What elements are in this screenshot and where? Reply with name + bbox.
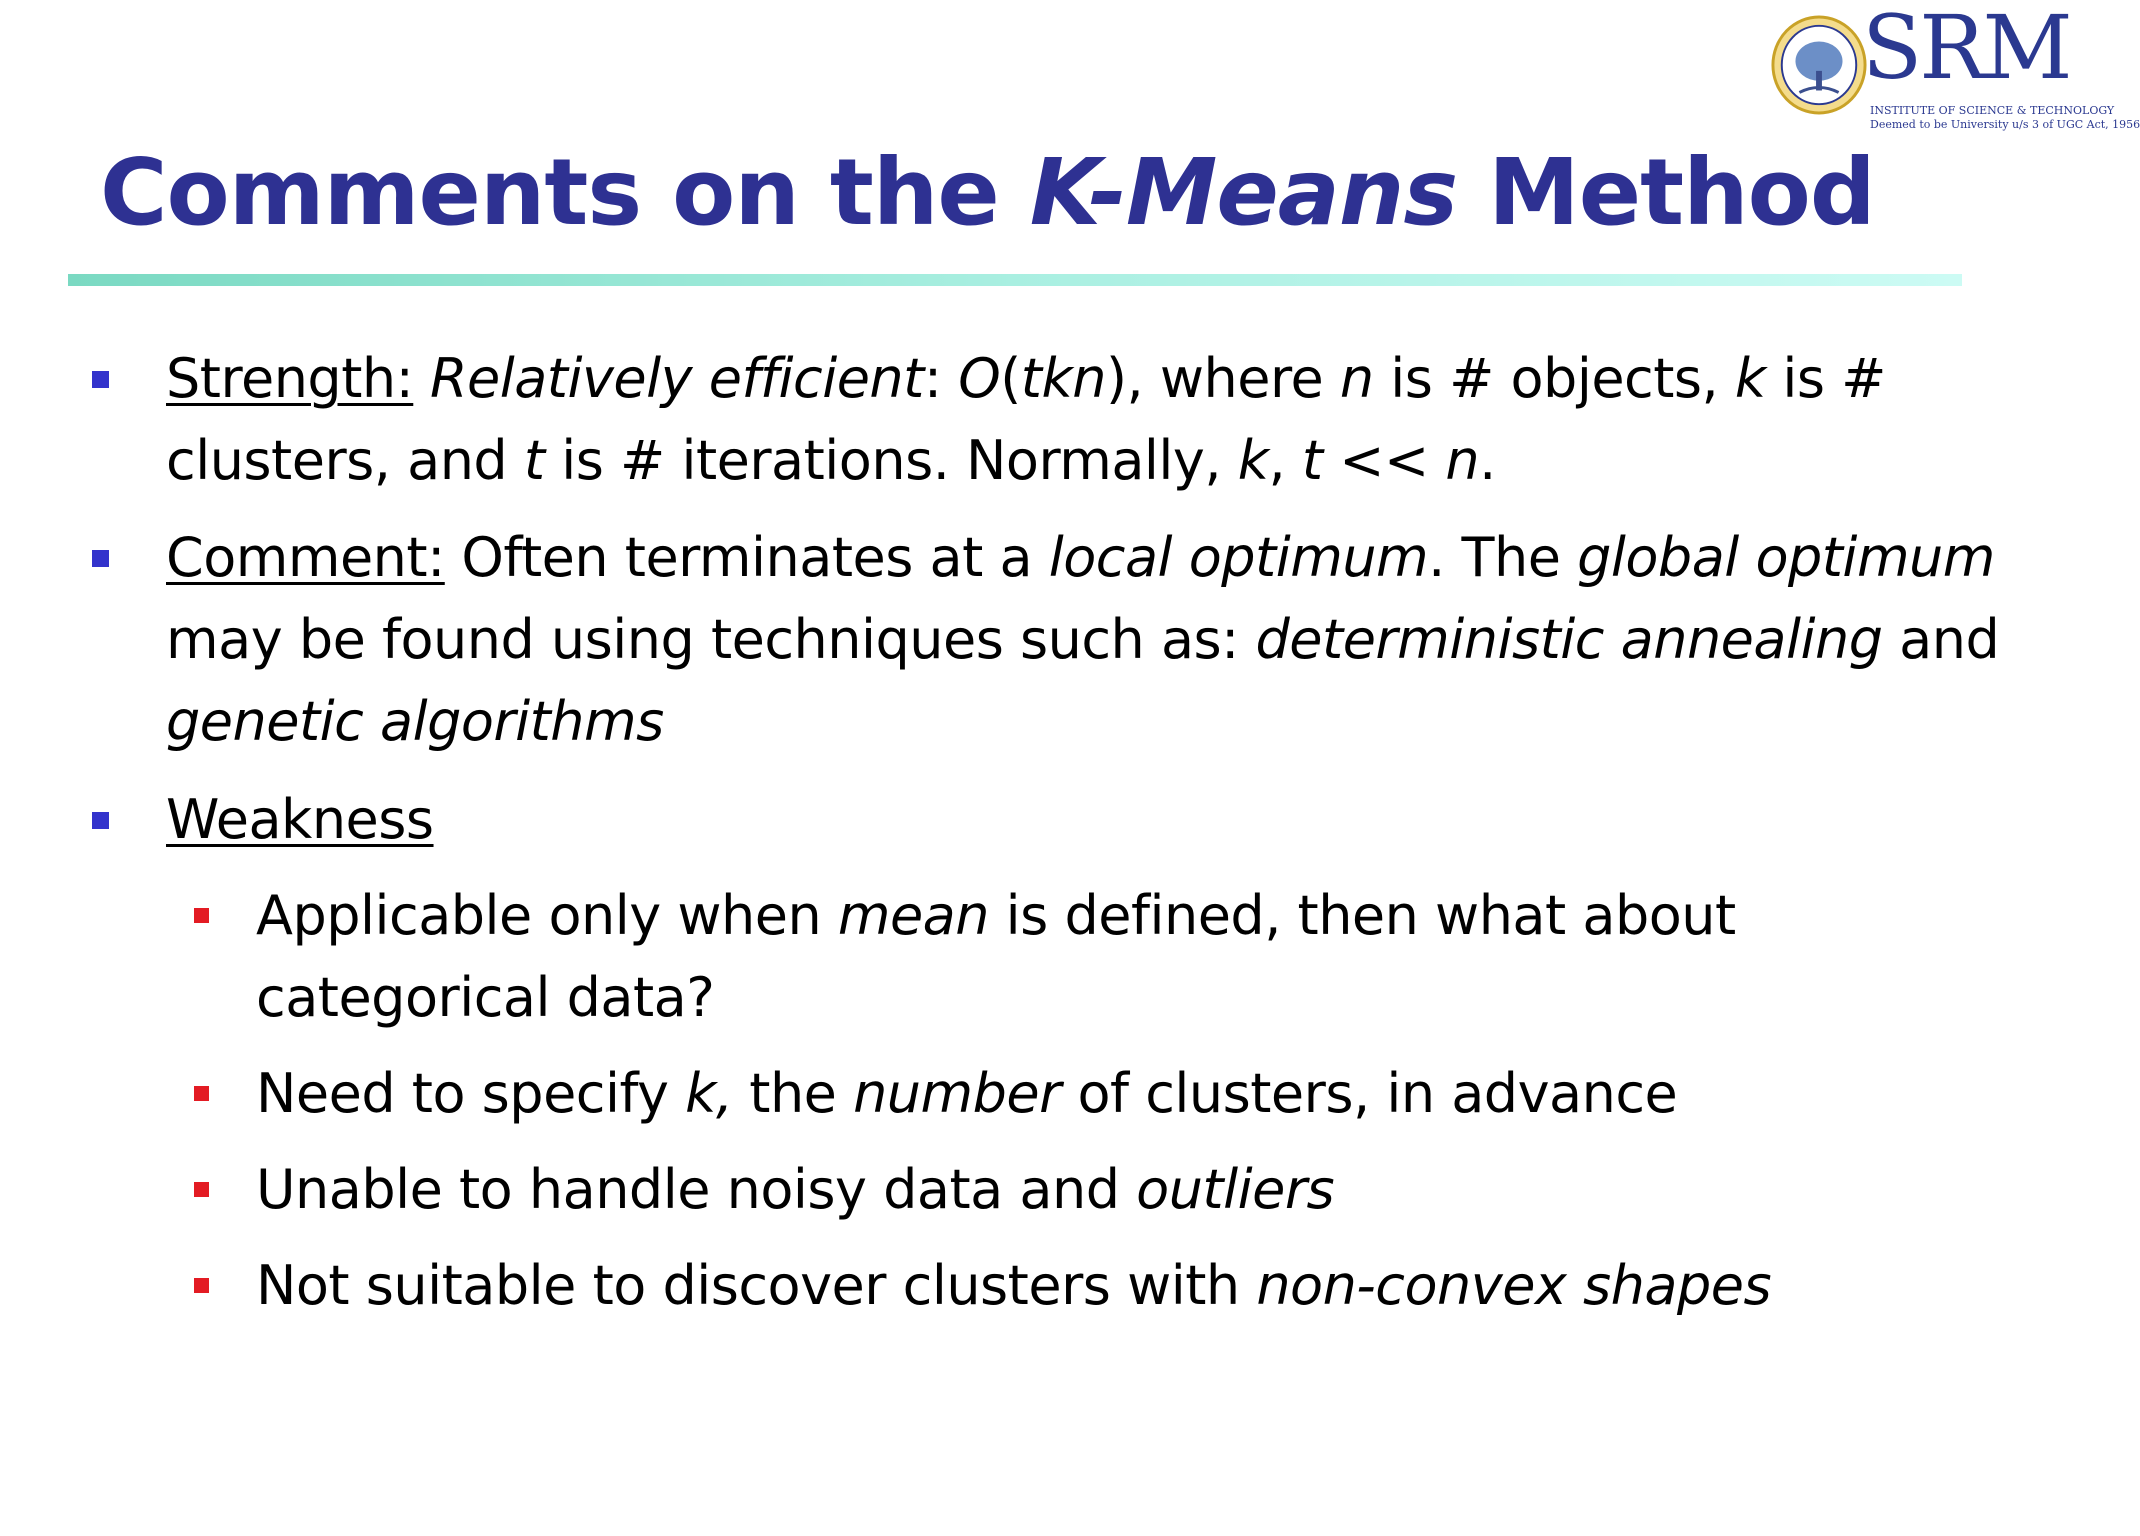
logo-subtitle-line1: INSTITUTE OF SCIENCE & TECHNOLOGY bbox=[1870, 104, 2115, 117]
strength-text: , bbox=[1268, 429, 1302, 492]
weakness-text: Applicable only when bbox=[256, 884, 838, 947]
strength-text: is # iterations. Normally, bbox=[544, 429, 1238, 492]
weakness-text: non-convex shapes bbox=[1256, 1254, 1772, 1317]
comment-label: Comment: bbox=[166, 526, 445, 589]
weakness-text: Need to specify bbox=[256, 1062, 686, 1125]
title-part2: Method bbox=[1457, 139, 1875, 246]
title-emphasis: K-Means bbox=[1029, 139, 1458, 246]
strength-text: n bbox=[1445, 429, 1480, 492]
strength-text: t bbox=[1301, 429, 1323, 492]
square-bullet-icon bbox=[92, 812, 109, 829]
strength-text: k bbox=[1237, 429, 1269, 492]
strength-text: ), where bbox=[1105, 347, 1340, 410]
square-bullet-icon bbox=[92, 550, 109, 567]
strength-text: : bbox=[923, 347, 959, 410]
title-part1: Comments on the bbox=[100, 139, 1030, 246]
strength-text: O bbox=[958, 347, 1001, 410]
weakness-item bbox=[256, 1053, 2016, 1135]
strength-text: is # clusters, and bbox=[166, 347, 1886, 492]
strength-text: ( bbox=[1000, 347, 1021, 410]
weakness-text: of clusters, in advance bbox=[1060, 1062, 1678, 1125]
bullet-strength bbox=[166, 338, 2016, 502]
slide-title bbox=[100, 140, 1875, 246]
logo-subtitle bbox=[1870, 104, 2140, 132]
weakness-label: Weakness bbox=[166, 788, 434, 851]
weakness-text: Unable to handle noisy data and bbox=[256, 1158, 1137, 1221]
comment-text: may be found using techniques such as: bbox=[166, 608, 1256, 671]
comment-text: local optimum bbox=[1048, 526, 1429, 589]
srm-wordmark: SRM bbox=[1862, 0, 2070, 99]
square-bullet-icon bbox=[194, 1182, 209, 1197]
strength-text: << bbox=[1322, 429, 1446, 492]
comment-text: and bbox=[1882, 608, 2000, 671]
strength-text: Relatively efficient bbox=[429, 347, 924, 410]
strength-text: k bbox=[1734, 347, 1766, 410]
logo-subtitle-line2: Deemed to be University u/s 3 of UGC Act, 1956 bbox=[1870, 118, 2140, 131]
weakness-text: Not suitable to discover clusters with bbox=[256, 1254, 1257, 1317]
weakness-item bbox=[256, 1149, 2016, 1231]
comment-text: deterministic annealing bbox=[1255, 608, 1883, 671]
square-bullet-icon bbox=[194, 1278, 209, 1293]
weakness-text: the bbox=[732, 1062, 854, 1125]
strength-text: . bbox=[1479, 429, 1496, 492]
square-bullet-icon bbox=[92, 371, 109, 388]
strength-text: t bbox=[523, 429, 545, 492]
strength-label: Strength: bbox=[166, 347, 414, 410]
bullet-weakness bbox=[166, 779, 2016, 861]
strength-text: is # objects, bbox=[1373, 347, 1735, 410]
bullet-comment bbox=[166, 517, 2016, 763]
weakness-text: mean bbox=[837, 884, 989, 947]
comment-text: . The bbox=[1428, 526, 1578, 589]
weakness-item bbox=[256, 1245, 2016, 1327]
comment-text: genetic algorithms bbox=[166, 690, 664, 753]
weakness-text: number bbox=[853, 1062, 1061, 1125]
weakness-text: k, bbox=[685, 1062, 733, 1125]
comment-text: Often terminates at a bbox=[444, 526, 1049, 589]
srm-seal-icon bbox=[1770, 14, 1868, 116]
square-bullet-icon bbox=[194, 908, 209, 923]
comment-text: global optimum bbox=[1577, 526, 1995, 589]
weakness-item bbox=[256, 875, 2016, 1039]
title-divider bbox=[68, 274, 1962, 286]
strength-text: tkn bbox=[1020, 347, 1106, 410]
weakness-text: outliers bbox=[1136, 1158, 1335, 1221]
strength-text: n bbox=[1339, 347, 1374, 410]
srm-logo bbox=[1768, 0, 2140, 140]
square-bullet-icon bbox=[194, 1086, 209, 1101]
weakness-text: is defined, then what about categorical data? bbox=[256, 884, 1736, 1029]
